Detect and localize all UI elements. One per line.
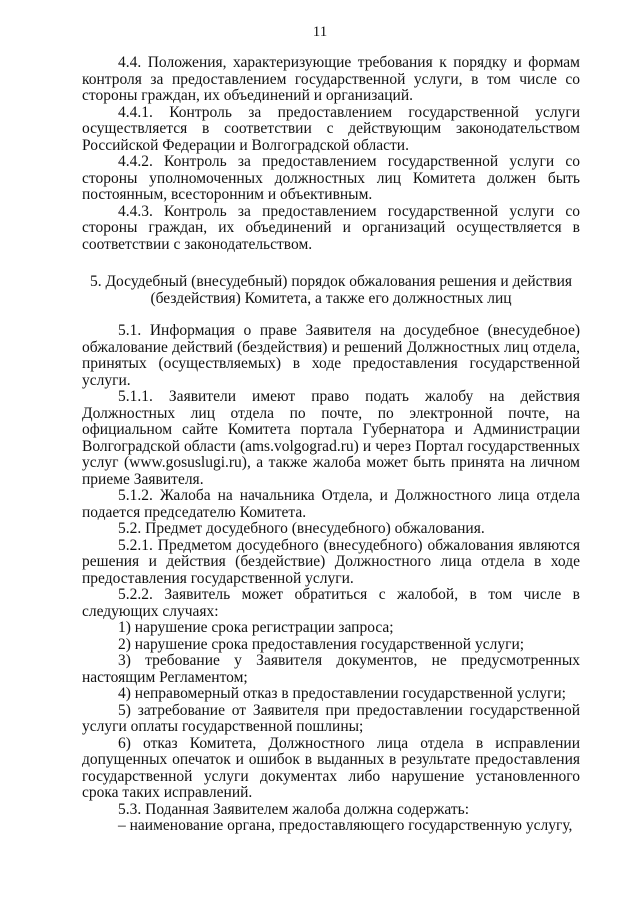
paragraph-5-2-2: 5.2.2. Заявитель может обратиться с жалобой, в том числе в следующих случаях: — [82, 586, 580, 620]
section-5-heading: 5. Досудебный (внесудебный) порядок обжалования решения и действия (бездействия) Комитета, а также его должностных лиц — [89, 273, 573, 307]
paragraph-4-4-3: 4.4.3. Контроль за предоставлением государственной услуги со стороны граждан, их объединений и организаций осуществляется в соответствии с законодательством. — [82, 202, 580, 253]
list-item-4: 4) неправомерный отказ в предоставлении государственной услуги; — [118, 685, 566, 702]
document-body — [82, 55, 580, 835]
paragraph-5-2: 5.2. Предмет досудебного (внесудебного) обжалования. — [118, 520, 485, 537]
paragraph-5-1-2: 5.1.2. Жалоба на начальника Отдела, и Должностного лица отдела подается председателю Комитета. — [82, 487, 580, 521]
paragraph-5-1: 5.1. Информация о праве Заявителя на досудебное (внесудебное) обжалование действий (бездействия) и решений Должностных лиц отдела, принятых (осуществляемых) в ходе предоставления государственной услуги. — [82, 322, 580, 389]
paragraph-4-4-2: 4.4.2. Контроль за предоставлением государственной услуги со стороны уполномоченных должностных лиц Комитета должен быть постоянным, всесторонним и объективным. — [82, 153, 580, 203]
list-item-1: 1) нарушение срока регистрации запроса; — [118, 619, 394, 636]
paragraph-4-4-1: 4.4.1. Контроль за предоставлением государственной услуги осуществляется в соответствии с действующим законодательством Российской Федерации и Волгоградской области. — [82, 103, 580, 154]
page-number: 11 — [312, 24, 328, 40]
paragraph-5-3: 5.3. Поданная Заявителем жалоба должна содержать: — [118, 800, 470, 818]
list-item-2: 2) нарушение срока предоставления государственной услуги; — [118, 635, 525, 653]
paragraph-5-1-1: 5.1.1. Заявители имеют право подать жалобу на действия Должностных лиц отдела по почте, по электронной почте, на официальном сайте Комитета портала Губернатора и Администрации Волгоградской области (ams.volgograd.ru) и через Портал государственных услуг (www.gosuslugi.ru), а также жалоба может быть принята на личном приеме Заявителя. — [82, 388, 580, 488]
paragraph-5-2-1: 5.2.1. Предметом досудебного (внесудебного) обжалования являются решения и действия (бездействие) Должностного лица отдела в ходе предоставления государственной услуги. — [82, 536, 580, 587]
list-item-3: 3) требование у Заявителя документов, не предусмотренных настоящим Регламентом; — [82, 652, 580, 686]
list-item-6: 6) отказ Комитета, Должностного лица отдела в исправлении допущенных опечаток и ошибок в выданных в результате предоставления государственной услуги документах либо нарушение установленного срока таких исправлений. — [82, 734, 580, 801]
list-item-5: 5) затребование от Заявителя при предоставлении государственной услуги оплаты государственной пошлины; — [82, 701, 580, 735]
section-5-body — [82, 323, 580, 835]
paragraph-5-3-dash-item: – наименование органа, предоставляющего государственную услугу, — [118, 817, 573, 834]
paragraph-4-4: 4.4. Положения, характеризующие требования к порядку и формам контроля за предоставлением государственной услуги, в том числе со стороны граждан, их объединений и организаций. — [82, 54, 580, 104]
